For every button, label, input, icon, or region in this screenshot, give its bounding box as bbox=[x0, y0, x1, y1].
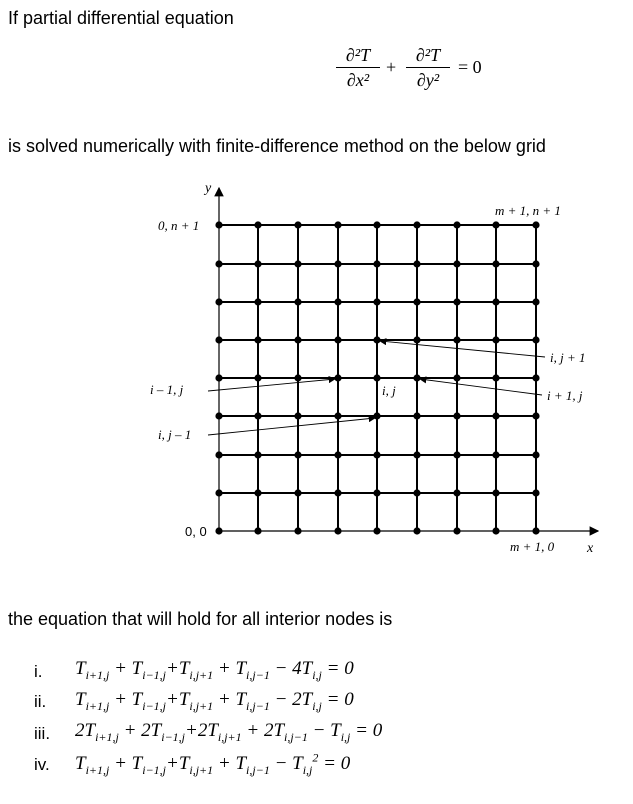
grid-node bbox=[532, 221, 539, 228]
label-top-left: 0, n + 1 bbox=[158, 218, 200, 233]
pde-plus: + bbox=[386, 57, 397, 77]
label-right-node: i + 1, j bbox=[547, 388, 583, 403]
grid-node bbox=[373, 221, 380, 228]
grid-node bbox=[492, 336, 499, 343]
grid-node bbox=[532, 260, 539, 267]
x-axis-label: x bbox=[587, 541, 594, 556]
label-origin: 0, 0 bbox=[185, 524, 207, 539]
grid-node bbox=[373, 336, 380, 343]
option-1-text: $T_{i+1,j} + T_{i-1,j}+T_{i,j+1} + T_{i,j-1} - 4T_{i,j} = 0$ bbox=[75, 658, 354, 682]
grid-node bbox=[413, 336, 420, 343]
grid-node bbox=[254, 336, 261, 343]
grid-node bbox=[492, 298, 499, 305]
label-center-node: i, j bbox=[382, 383, 396, 398]
pde-term-y-denominator: ∂y² bbox=[416, 70, 440, 90]
grid-node bbox=[254, 412, 261, 419]
grid-node bbox=[294, 221, 301, 228]
grid-node bbox=[453, 412, 460, 419]
label-top-right: m + 1, n + 1 bbox=[495, 203, 561, 218]
option-2-text: $T_{i+1,j} + T_{i-1,j}+T_{i,j+1} + T_{i,j-1} - 2T_{i,j} = 0$ bbox=[75, 689, 354, 713]
grid-node bbox=[532, 374, 539, 381]
grid-node bbox=[254, 451, 261, 458]
grid-node bbox=[334, 298, 341, 305]
option-4-text: $T_{i+1,j} + T_{i-1,j}+T_{i,j+1} + T_{i,j-1} - T_{i,j}^2 = 0$ bbox=[75, 751, 351, 778]
grid-node bbox=[254, 221, 261, 228]
grid-node bbox=[294, 374, 301, 381]
intro-text: If partial differential equation bbox=[8, 8, 234, 28]
grid-node bbox=[532, 298, 539, 305]
option-4-equation bbox=[75, 751, 350, 778]
option-1-number: i. bbox=[34, 662, 43, 681]
grid-node bbox=[532, 412, 539, 419]
grid-node bbox=[413, 221, 420, 228]
option-3-equation bbox=[75, 720, 382, 745]
grid-node bbox=[413, 412, 420, 419]
grid-node bbox=[334, 412, 341, 419]
pde-term-x-denominator: ∂x² bbox=[346, 70, 370, 90]
grid-node bbox=[413, 298, 420, 305]
option-4-number: iv. bbox=[34, 755, 50, 774]
grid-node bbox=[413, 451, 420, 458]
grid-node bbox=[532, 451, 539, 458]
grid-node bbox=[453, 489, 460, 496]
grid-node bbox=[453, 336, 460, 343]
grid-node bbox=[373, 298, 380, 305]
grid-node bbox=[413, 374, 420, 381]
option-3-text: $2T_{i+1,j} + 2T_{i-1,j}+2T_{i,j+1} + 2T_{i,j-1} - T_{i,j} = 0$ bbox=[75, 720, 383, 744]
grid-node bbox=[373, 260, 380, 267]
option-2-number: ii. bbox=[34, 692, 47, 711]
grid-node bbox=[373, 451, 380, 458]
option-3-number: iii. bbox=[34, 724, 51, 743]
pde-term-y-numerator: ∂²T bbox=[415, 45, 441, 65]
grid-node bbox=[294, 260, 301, 267]
grid-node bbox=[413, 260, 420, 267]
grid-node bbox=[492, 489, 499, 496]
grid-node bbox=[492, 260, 499, 267]
grid-node bbox=[492, 221, 499, 228]
label-left-node: i – 1, j bbox=[150, 382, 184, 397]
grid-node bbox=[492, 374, 499, 381]
pointer-below bbox=[208, 418, 375, 435]
grid-node bbox=[254, 298, 261, 305]
grid-node bbox=[453, 260, 460, 267]
question-text: the equation that will hold for all interior nodes is bbox=[8, 609, 393, 629]
y-axis-label: y bbox=[205, 181, 212, 196]
grid-node bbox=[453, 221, 460, 228]
grid-node bbox=[453, 374, 460, 381]
pointer-above bbox=[380, 341, 545, 357]
grid-node bbox=[294, 336, 301, 343]
grid-node bbox=[334, 260, 341, 267]
pointer-right bbox=[420, 379, 542, 395]
grid-node bbox=[294, 298, 301, 305]
grid-node bbox=[373, 374, 380, 381]
grid-node bbox=[334, 489, 341, 496]
option-2-equation bbox=[75, 689, 354, 714]
pde-rhs: = 0 bbox=[458, 57, 482, 77]
grid-node bbox=[453, 298, 460, 305]
grid-node bbox=[294, 451, 301, 458]
grid-node bbox=[334, 221, 341, 228]
grid-node bbox=[413, 489, 420, 496]
grid-node bbox=[294, 412, 301, 419]
grid-node bbox=[492, 412, 499, 419]
option-1-equation bbox=[75, 658, 354, 683]
grid-node bbox=[294, 489, 301, 496]
pointer-left bbox=[208, 379, 335, 391]
grid-node bbox=[492, 451, 499, 458]
label-above-node: i, j + 1 bbox=[550, 350, 586, 365]
label-bottom-right: m + 1, 0 bbox=[510, 539, 555, 554]
grid-node bbox=[254, 374, 261, 381]
grid-node bbox=[254, 260, 261, 267]
mid-text: is solved numerically with finite-difference method on the below grid bbox=[8, 136, 546, 156]
pde-term-x-numerator: ∂²T bbox=[345, 45, 371, 65]
grid-node bbox=[453, 451, 460, 458]
grid-node bbox=[254, 489, 261, 496]
label-below-node: i, j – 1 bbox=[158, 427, 192, 442]
grid-node bbox=[334, 451, 341, 458]
grid-node bbox=[532, 489, 539, 496]
grid-node bbox=[373, 489, 380, 496]
grid-node bbox=[334, 336, 341, 343]
grid-node bbox=[532, 336, 539, 343]
grid-node bbox=[373, 412, 380, 419]
grid-node bbox=[334, 374, 341, 381]
